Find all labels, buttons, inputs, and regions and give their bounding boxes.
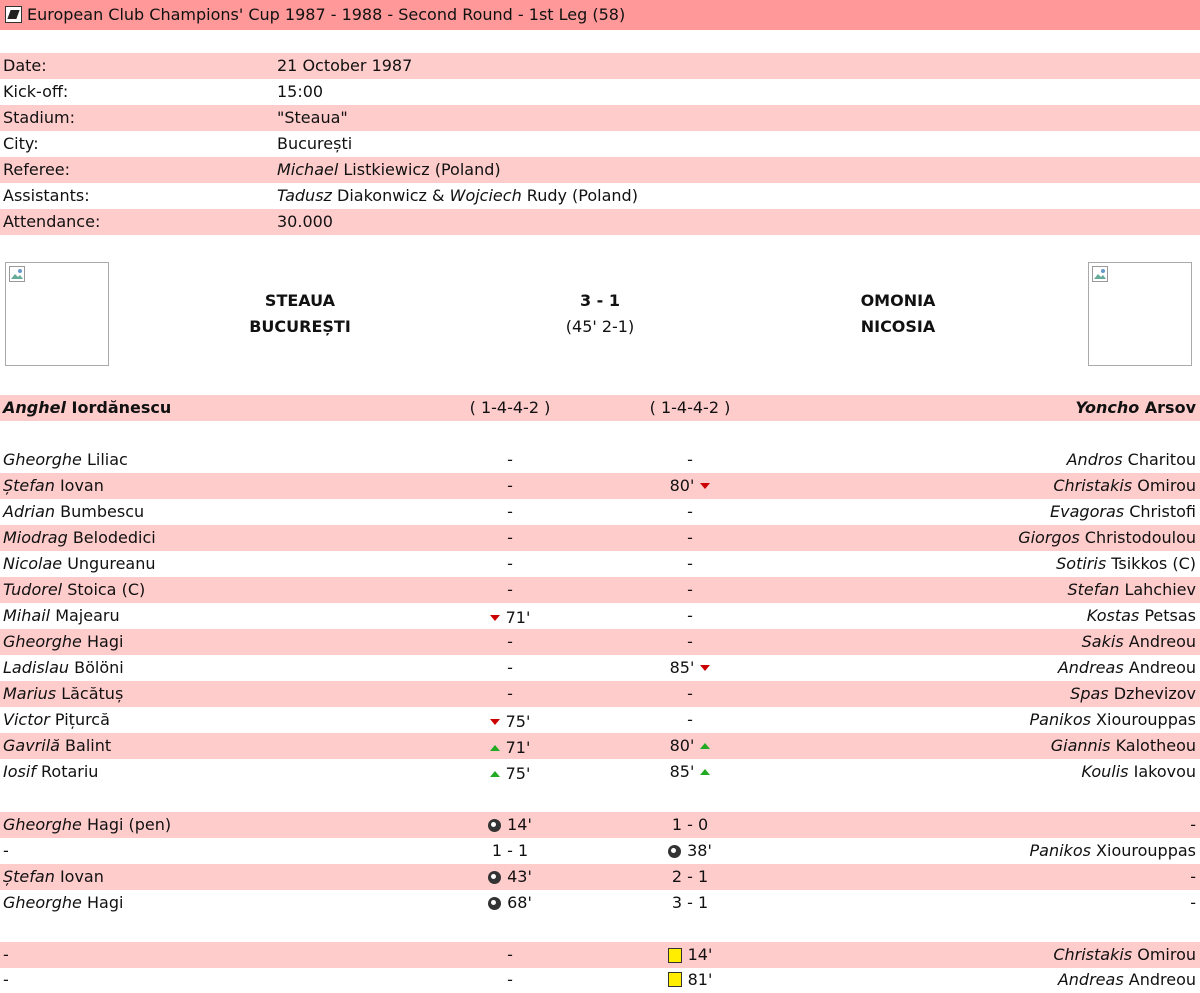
sub-minute: 75' [505, 764, 531, 783]
first-name: Gheorghe [3, 815, 82, 834]
card-row [0, 942, 1200, 968]
last-name: Tsikkos (C) [1111, 554, 1196, 573]
away-event: - [687, 528, 693, 547]
last-name: Ungureanu [67, 554, 156, 573]
home-team-line1: STEAUA [264, 291, 336, 310]
first-name: Victor [3, 710, 50, 729]
running-score: 1 - 1 [491, 841, 529, 860]
running-score: 2 - 1 [671, 867, 709, 886]
away-coach-first: Yoncho [1075, 398, 1140, 417]
last-name: Xiourouppas [1096, 841, 1196, 860]
away-booked[interactable] [1058, 968, 1196, 991]
away-team-line1: OMONIA [860, 291, 936, 310]
running-score: 1 - 0 [671, 815, 709, 834]
first-name: Sakis [1081, 632, 1124, 651]
home-scorer[interactable] [3, 890, 123, 916]
away-player[interactable] [1058, 655, 1196, 681]
away-event: - [687, 450, 693, 469]
away-player[interactable] [1067, 447, 1196, 473]
home-player[interactable] [3, 655, 124, 681]
away-player[interactable] [1050, 499, 1196, 525]
half-time-score: (45' 2-1) [565, 317, 635, 336]
home-event: - [507, 658, 513, 677]
last-name: Petsas [1144, 606, 1196, 625]
assistant1-last-name: Diakonwicz [337, 186, 427, 205]
home-scorer: - [3, 841, 9, 860]
info-row-date [0, 53, 1200, 79]
sub-minute: 71' [505, 738, 531, 757]
info-value: "Steaua" [277, 108, 348, 127]
first-name: Ștefan [3, 867, 55, 886]
first-name: Ladislau [3, 658, 70, 677]
minute: 38' [687, 841, 712, 860]
info-value: 30.000 [277, 212, 333, 231]
ball-icon [668, 845, 681, 858]
away-player[interactable] [1081, 759, 1196, 785]
home-player[interactable] [3, 681, 123, 707]
away-event: - [687, 580, 693, 599]
info-value: 21 October 1987 [277, 56, 413, 75]
sub-minute: 85' [669, 658, 695, 677]
title-bar [0, 0, 1200, 30]
home-event: - [507, 502, 513, 521]
away-card-minute [600, 968, 780, 993]
home-event [420, 733, 600, 761]
sub-minute: 80' [669, 476, 695, 495]
last-name: Lăcătuș [61, 684, 124, 703]
away-player[interactable] [1018, 525, 1196, 551]
away-event: - [687, 710, 693, 729]
lineup-row [0, 447, 1200, 473]
home-goal-minute [420, 864, 600, 892]
last-name: Andreou [1128, 632, 1196, 651]
last-name: Kalotheou [1115, 736, 1196, 755]
home-player[interactable] [3, 603, 120, 629]
home-team-line2: BUCUREȘTI [249, 317, 351, 336]
sub-in-icon [490, 771, 500, 777]
first-name: Mihail [3, 606, 51, 625]
away-team-logo [1088, 262, 1192, 366]
last-name: Belodedici [72, 528, 156, 547]
sub-out-icon [490, 615, 500, 621]
away-player[interactable] [1051, 733, 1196, 759]
home-event: - [507, 684, 513, 703]
first-name: Panikos [1029, 841, 1091, 860]
away-scorer[interactable] [1030, 838, 1196, 864]
last-name: Charitou [1127, 450, 1196, 469]
first-name: Marius [3, 684, 57, 703]
home-coach[interactable] [3, 395, 171, 421]
info-value: București [277, 134, 353, 153]
minute: 14' [687, 945, 713, 964]
goal-row [0, 838, 1200, 864]
info-label: City: [3, 134, 39, 153]
info-row-stadium [0, 105, 1200, 131]
final-score: 3 - 1 [579, 291, 621, 310]
ball-icon [488, 897, 501, 910]
home-event: - [507, 580, 513, 599]
home-booked: - [3, 945, 9, 964]
match-icon [5, 6, 22, 23]
lineup-row [0, 707, 1200, 733]
last-name: Andreou [1128, 658, 1196, 677]
away-scorer: - [1190, 815, 1196, 834]
info-value [277, 183, 638, 209]
home-player[interactable] [3, 473, 104, 499]
first-name: Andreas [1057, 658, 1124, 677]
first-name: Gavrilă [3, 736, 60, 755]
ampersand: & [432, 186, 445, 205]
info-row-assistants [0, 183, 1200, 209]
lineup-row [0, 603, 1200, 629]
first-name: Gheorghe [3, 450, 82, 469]
last-name: Majearu [55, 606, 120, 625]
first-name: Tudorel [3, 580, 63, 599]
home-event: - [507, 476, 513, 495]
coaches-row [0, 395, 1200, 421]
first-name: Andros [1066, 450, 1123, 469]
last-name: Hagi [86, 632, 124, 651]
first-name: Panikos [1029, 710, 1091, 729]
info-value: 15:00 [277, 82, 324, 101]
sub-in-icon [700, 769, 710, 775]
away-scorer: - [1190, 893, 1196, 912]
home-booked: - [3, 970, 9, 989]
last-name: Iakovou [1133, 762, 1196, 781]
minute: 43' [507, 867, 532, 886]
last-name: Omirou [1137, 945, 1196, 964]
away-event: - [687, 502, 693, 521]
last-name: Bumbescu [60, 502, 145, 521]
home-event [420, 603, 600, 631]
home-card-minute: - [507, 945, 513, 964]
first-name: Christakis [1053, 945, 1133, 964]
first-name: Evagoras [1050, 502, 1125, 521]
first-name: Kostas [1086, 606, 1140, 625]
away-team-line2: NICOSIA [860, 317, 936, 336]
first-name: Giorgos [1018, 528, 1080, 547]
home-event: - [507, 554, 513, 573]
card-row [0, 968, 1200, 991]
lineup-row [0, 655, 1200, 681]
home-team-name[interactable] [200, 288, 400, 340]
home-formation: ( 1-4-4-2 ) [469, 398, 551, 417]
last-name: Iovan [59, 867, 104, 886]
info-label: Date: [3, 56, 47, 75]
lineup-row [0, 759, 1200, 785]
last-name: Christodoulou [1084, 528, 1196, 547]
broken-image-icon [1092, 266, 1108, 282]
sub-minute: 80' [669, 736, 695, 755]
info-row-city [0, 131, 1200, 157]
home-scorer[interactable] [3, 812, 171, 838]
away-event: - [687, 632, 693, 651]
away-formation: ( 1-4-4-2 ) [649, 398, 731, 417]
goal-row [0, 864, 1200, 890]
away-card-minute [600, 942, 780, 971]
assistant2-last-name: Rudy (Poland) [526, 186, 638, 205]
last-name: Rotariu [41, 762, 99, 781]
home-player[interactable] [3, 577, 145, 603]
lineup-row [0, 681, 1200, 707]
home-card-minute: - [507, 970, 513, 989]
minute: 81' [687, 970, 713, 989]
home-player[interactable] [3, 525, 156, 551]
goal-row [0, 812, 1200, 838]
home-team-logo [5, 262, 109, 366]
first-name: Miodrag [3, 528, 68, 547]
home-goal-minute [420, 812, 600, 840]
lineup-row [0, 733, 1200, 759]
last-name: Hagi (pen) [86, 815, 172, 834]
last-name: Xiourouppas [1096, 710, 1196, 729]
away-coach[interactable] [1075, 395, 1196, 421]
sub-minute: 75' [505, 712, 531, 731]
first-name: Christakis [1053, 476, 1133, 495]
yellow-card-icon [668, 948, 682, 963]
info-label: Assistants: [3, 186, 90, 205]
away-player[interactable] [1070, 681, 1196, 707]
away-scorer: - [1190, 867, 1196, 886]
info-row-referee [0, 157, 1200, 183]
referee-first-name: Michael [277, 160, 339, 179]
info-label: Stadium: [3, 108, 75, 127]
away-player[interactable] [1053, 473, 1196, 499]
sub-out-icon [490, 719, 500, 725]
info-value [277, 157, 501, 183]
last-name: Christofi [1129, 502, 1196, 521]
last-name: Andreou [1128, 970, 1196, 989]
away-event [600, 473, 780, 499]
info-label: Kick-off: [3, 82, 69, 101]
first-name: Gheorghe [3, 893, 82, 912]
away-goal-minute [600, 838, 780, 866]
first-name: Giannis [1050, 736, 1111, 755]
lineup-row [0, 577, 1200, 603]
home-scorer[interactable] [3, 864, 104, 890]
sub-in-icon [700, 743, 710, 749]
away-event: - [687, 554, 693, 573]
home-event: - [507, 528, 513, 547]
home-event: - [507, 632, 513, 651]
home-player[interactable] [3, 759, 98, 785]
first-name: Spas [1070, 684, 1109, 703]
home-coach-last: Iordănescu [71, 398, 172, 417]
lineup-row [0, 551, 1200, 577]
broken-image-icon [9, 266, 25, 282]
last-name: Omirou [1137, 476, 1196, 495]
home-event [420, 707, 600, 735]
first-name: Andreas [1057, 970, 1124, 989]
away-player[interactable] [1067, 577, 1196, 603]
minute: 68' [507, 893, 532, 912]
info-row-attendance [0, 209, 1200, 235]
assistant2-first-name: Wojciech [449, 186, 522, 205]
away-player[interactable] [1082, 629, 1196, 655]
home-player[interactable] [3, 551, 156, 577]
assistant1-first-name: Tadusz [277, 186, 332, 205]
first-name: Nicolae [3, 554, 63, 573]
away-coach-last: Arsov [1144, 398, 1196, 417]
away-booked[interactable] [1053, 942, 1196, 968]
last-name: Dzhevizov [1113, 684, 1196, 703]
lineup-row [0, 499, 1200, 525]
home-player[interactable] [3, 629, 123, 655]
away-event [600, 759, 780, 785]
first-name: Gheorghe [3, 632, 82, 651]
goal-row [0, 890, 1200, 916]
lineup-row [0, 525, 1200, 551]
last-name: Balint [65, 736, 112, 755]
last-name: Hagi [86, 893, 124, 912]
lineup-row [0, 473, 1200, 499]
yellow-card-icon [668, 972, 682, 987]
home-goal-minute [420, 890, 600, 918]
away-player[interactable] [1056, 551, 1196, 577]
away-team-name[interactable] [798, 288, 998, 340]
lineup-row [0, 629, 1200, 655]
last-name: Bölöni [74, 658, 124, 677]
away-event [600, 733, 780, 759]
sub-out-icon [700, 665, 710, 671]
home-player[interactable] [3, 733, 111, 759]
home-player[interactable] [3, 707, 110, 733]
info-label: Referee: [3, 160, 71, 179]
first-name: Ștefan [3, 476, 55, 495]
home-player[interactable] [3, 499, 144, 525]
away-event: - [687, 684, 693, 703]
sub-minute: 85' [669, 762, 695, 781]
last-name: Pițurcă [54, 710, 110, 729]
ball-icon [488, 871, 501, 884]
sub-minute: 71' [505, 608, 531, 627]
first-name: Sotiris [1056, 554, 1107, 573]
first-name: Adrian [3, 502, 56, 521]
running-score: 3 - 1 [671, 893, 709, 912]
sub-in-icon [490, 745, 500, 751]
away-player[interactable] [1030, 707, 1196, 733]
sub-out-icon [700, 483, 710, 489]
last-name: Iovan [59, 476, 104, 495]
first-name: Stefan [1067, 580, 1120, 599]
last-name: Stoica (C) [67, 580, 146, 599]
home-event: - [507, 450, 513, 469]
info-row-kickoff [0, 79, 1200, 105]
last-name: Liliac [86, 450, 128, 469]
page-title: European Club Champions' Cup 1987 - 1988 - Second Round - 1st Leg (58) [27, 5, 626, 24]
ball-icon [488, 819, 501, 832]
away-event [600, 655, 780, 681]
info-label: Attendance: [3, 212, 101, 231]
away-event: - [687, 606, 693, 625]
home-coach-first: Anghel [3, 398, 66, 417]
referee-last-name: Listkiewicz (Poland) [343, 160, 501, 179]
home-event [420, 759, 600, 787]
first-name: Koulis [1081, 762, 1129, 781]
minute: 14' [507, 815, 532, 834]
home-player[interactable] [3, 447, 128, 473]
away-player[interactable] [1087, 603, 1196, 629]
first-name: Iosif [3, 762, 36, 781]
last-name: Lahchiev [1124, 580, 1196, 599]
